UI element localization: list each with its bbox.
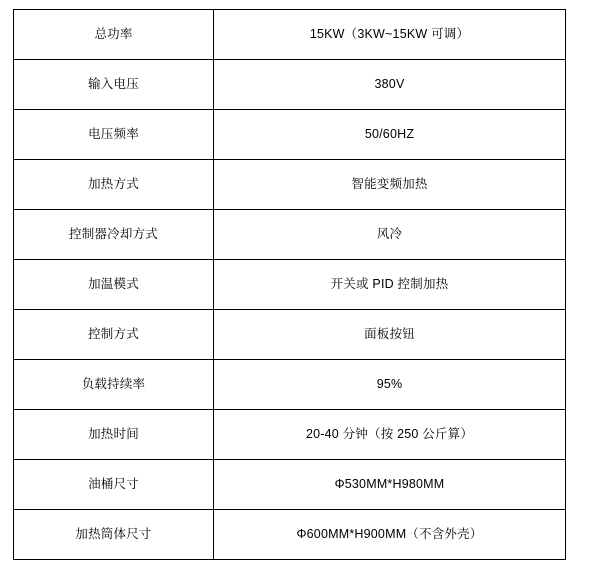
spec-value: 开关或 PID 控制加热 <box>214 260 566 310</box>
table-row <box>14 410 566 460</box>
spec-value: 15KW（3KW~15KW 可调） <box>214 10 566 60</box>
spec-value: 380V <box>214 60 566 110</box>
spec-value: Φ600MM*H900MM（不含外壳） <box>214 510 566 560</box>
table-row <box>14 160 566 210</box>
spec-value: 20-40 分钟（按 250 公斤算） <box>214 410 566 460</box>
spec-label: 控制器冷却方式 <box>14 210 214 260</box>
spec-value: 95% <box>214 360 566 410</box>
spec-label: 加温模式 <box>14 260 214 310</box>
spec-value: 面板按钮 <box>214 310 566 360</box>
table-row <box>14 510 566 560</box>
table-row <box>14 310 566 360</box>
spec-label: 加热筒体尺寸 <box>14 510 214 560</box>
table-row <box>14 260 566 310</box>
spec-label: 加热时间 <box>14 410 214 460</box>
spec-value: Φ530MM*H980MM <box>214 460 566 510</box>
table-row <box>14 110 566 160</box>
table-row <box>14 10 566 60</box>
spec-label: 总功率 <box>14 10 214 60</box>
spec-label: 输入电压 <box>14 60 214 110</box>
spec-value: 50/60HZ <box>214 110 566 160</box>
spec-label: 加热方式 <box>14 160 214 210</box>
spec-value: 风冷 <box>214 210 566 260</box>
spec-label: 油桶尺寸 <box>14 460 214 510</box>
spec-label: 负载持续率 <box>14 360 214 410</box>
table-row <box>14 60 566 110</box>
table-row <box>14 460 566 510</box>
specification-table <box>13 9 566 560</box>
spec-value: 智能变频加热 <box>214 160 566 210</box>
spec-sheet <box>0 9 601 580</box>
table-row <box>14 360 566 410</box>
table-row <box>14 210 566 260</box>
table-body <box>14 10 566 560</box>
spec-label: 控制方式 <box>14 310 214 360</box>
spec-label: 电压频率 <box>14 110 214 160</box>
